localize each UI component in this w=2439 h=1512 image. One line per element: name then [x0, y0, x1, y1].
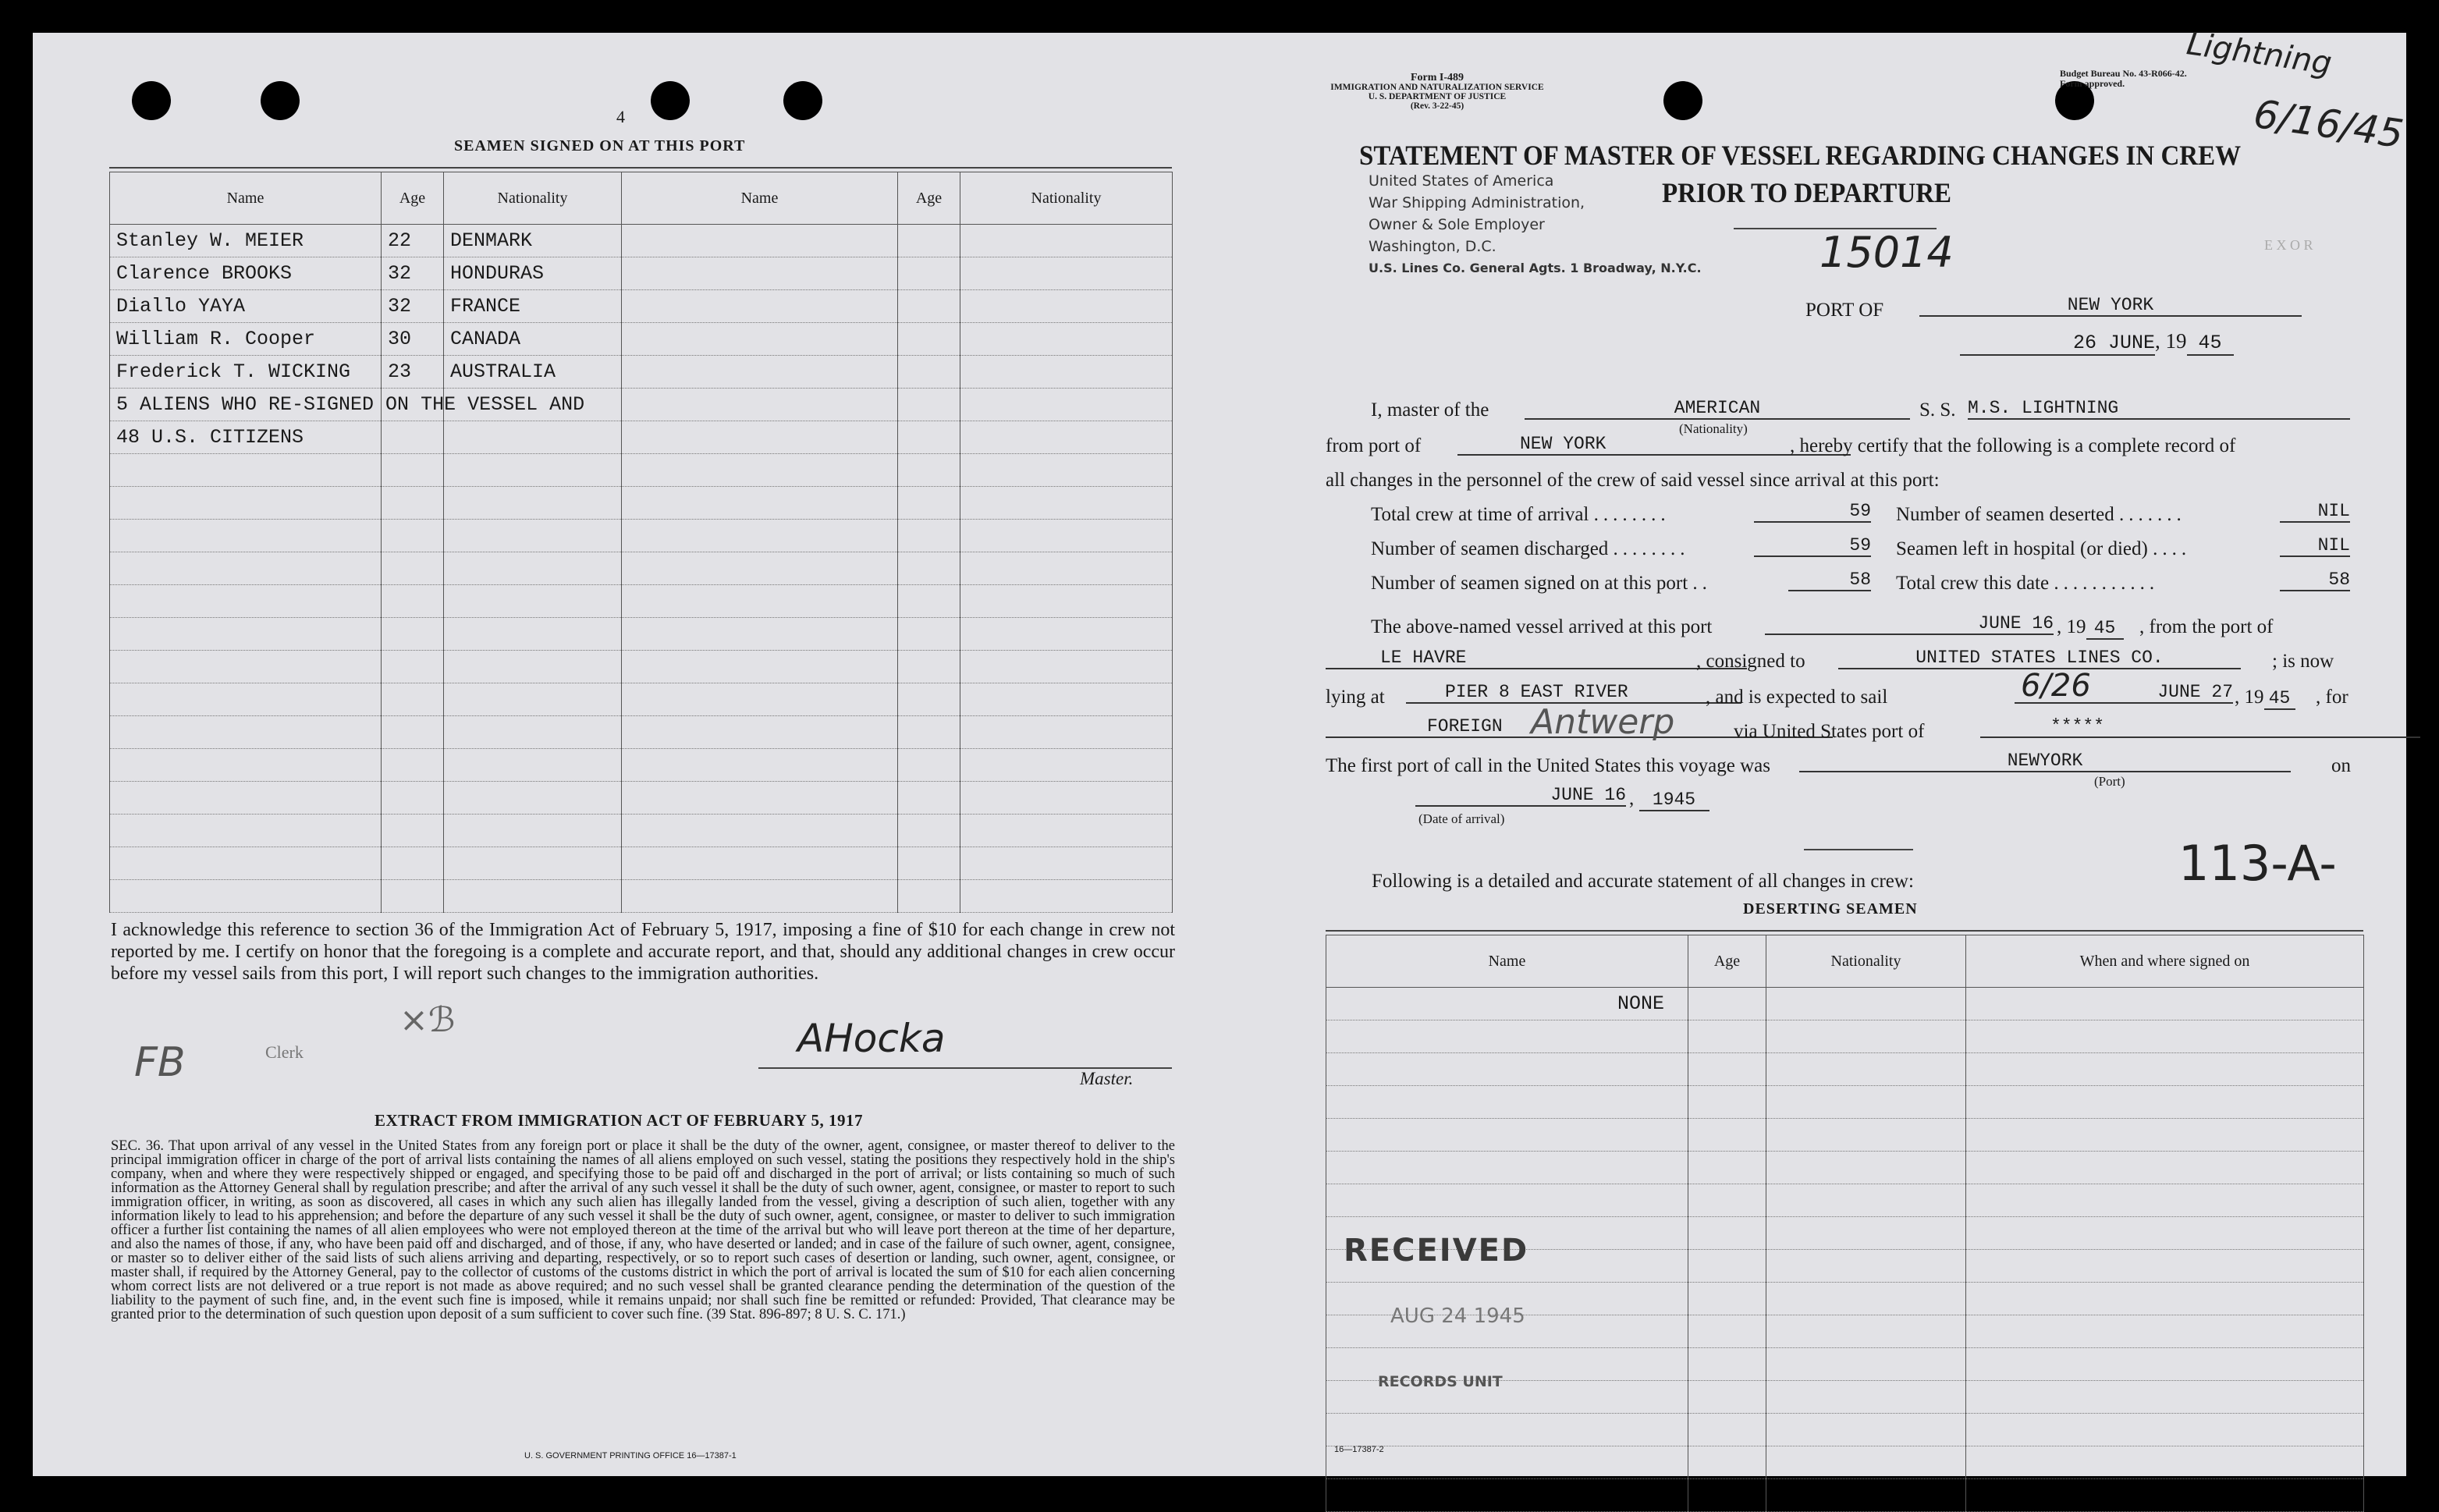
- pier: PIER 8 EAST RIVER: [1406, 682, 1741, 704]
- on-text: on: [2331, 755, 2351, 776]
- stat-label: Number of seamen signed on at this port: [1371, 573, 1688, 594]
- form-department: U. S. DEPARTMENT OF JUSTICE: [1368, 92, 1507, 101]
- stat-deserted: NIL: [2280, 501, 2350, 523]
- seaman-nationality: CANADA: [444, 323, 622, 356]
- rule: [109, 167, 1172, 169]
- master-label: Master.: [1080, 1069, 1134, 1088]
- first-port-year: , 1945: [1629, 788, 1709, 811]
- seamen-signed-table: [109, 172, 1173, 913]
- destination: FOREIGN: [1326, 716, 1833, 738]
- handwritten-date: 6/16/45: [2250, 91, 2406, 158]
- table-row: [110, 323, 1173, 356]
- handwritten-number: 15014: [1819, 228, 1954, 277]
- records-unit: RECORDS UNIT: [1378, 1373, 1503, 1390]
- owner-stamp-line: U.S. Lines Co. General Agts. 1 Broadway, N.Y.C.: [1369, 261, 1702, 275]
- column-header: Name: [110, 172, 382, 225]
- seaman-age: 30: [382, 323, 444, 356]
- document-sheet: [33, 26, 2406, 1476]
- rule: [1326, 930, 2363, 932]
- seaman-nationality: AUSTRALIA: [444, 356, 622, 389]
- consigned-text: , consigned to: [1696, 651, 1805, 672]
- seaman-name: Clarence BROOKS: [110, 257, 382, 290]
- stat-signed-on: 58: [1788, 570, 1871, 591]
- column-header: Nationality: [444, 172, 622, 225]
- stat-discharged-label: Number of seamen discharged ........: [1371, 538, 1690, 559]
- column-header: Nationality: [960, 172, 1173, 225]
- seaman-age: 22: [382, 225, 444, 257]
- first-port-date: JUNE 16: [1415, 785, 1626, 807]
- form-agency: IMMIGRATION AND NATURALIZATION SERVICE: [1330, 83, 1544, 92]
- table-row: [110, 257, 1173, 290]
- via-text: via United States port of: [1734, 721, 1925, 742]
- first-port-text: The first port of call in the United States this voyage was: [1326, 755, 1771, 776]
- owner-stamp-line: War Shipping Administration,: [1369, 194, 1585, 211]
- sail-year: , 19 45: [2235, 687, 2295, 710]
- rule: [1804, 849, 1913, 850]
- page-number: 4: [616, 107, 625, 126]
- punch-hole: [132, 81, 171, 120]
- date-line: 26 JUNE, 19 45: [1960, 329, 2234, 356]
- stat-label: Number of seamen deserted: [1896, 504, 2114, 525]
- via-value: *****: [1980, 716, 2420, 738]
- seaman-name: William R. Cooper: [110, 323, 382, 356]
- nationality-value: AMERICAN: [1525, 398, 1910, 420]
- table-header-row: [1326, 935, 2364, 988]
- vessel-value: M.S. LIGHTNING: [1968, 398, 2350, 420]
- handwritten-vessel: Lightning: [2184, 26, 2334, 82]
- column-header: Name: [1326, 935, 1688, 988]
- handwritten-code: 113-A-: [2178, 835, 2337, 892]
- sail-year-value: 45: [2264, 688, 2295, 710]
- stat-signed-on-label: Number of seamen signed on at this port ..: [1371, 573, 1712, 594]
- seaman-name: Stanley W. MEIER: [110, 225, 382, 257]
- stat-deserted-label: Number of seamen deserted .......: [1896, 504, 2186, 525]
- seaman-nationality: DENMARK: [444, 225, 622, 257]
- date-day-month: 26 JUNE: [1960, 332, 2155, 356]
- arrived-year: , 19 45: [2057, 616, 2124, 640]
- stat-label: Number of seamen discharged: [1371, 538, 1609, 559]
- owner-stamp-line: Washington, D.C.: [1369, 238, 1496, 255]
- stat-label: Seamen left in hospital (or died): [1896, 538, 2148, 559]
- arrived-date: JUNE 16: [1765, 613, 2054, 635]
- stat-total-crew-arrival-label: Total crew at time of arrival ........: [1371, 504, 1670, 525]
- stat-hospital-label: Seamen left in hospital (or died) ....: [1896, 538, 2192, 559]
- date-year: 45: [2187, 332, 2234, 356]
- expected-text: , and is expected to sail: [1706, 687, 1888, 708]
- table-row: [1326, 988, 2364, 1020]
- port-caption: (Port): [2094, 774, 2125, 789]
- punch-hole: [651, 81, 690, 120]
- table-header-row: [110, 172, 1173, 225]
- column-header: Nationality: [1766, 935, 1966, 988]
- seaman-age: 32: [382, 257, 444, 290]
- certify-text-2: all changes in the personnel of the crew of said vessel since arrival at this port:: [1326, 470, 1940, 491]
- column-header: Name: [622, 172, 898, 225]
- from-port-value: NEW YORK: [1457, 434, 1851, 456]
- budget-bureau: Budget Bureau No. 43-R066-42.: [2060, 68, 2187, 79]
- nationality-caption: (Nationality): [1679, 421, 1748, 436]
- arrived-text: The above-named vessel arrived at this port: [1371, 616, 1713, 637]
- budget-notice: [2060, 69, 2187, 89]
- owner-stamp-line: Owner & Sole Employer: [1369, 216, 1545, 233]
- first-port-value: NEWYORK: [1799, 751, 2291, 772]
- clerk-label: Clerk: [265, 1042, 304, 1062]
- arrived-year-value: 45: [2086, 618, 2124, 640]
- table-row: [110, 225, 1173, 257]
- seaman-name: Frederick T. WICKING: [110, 356, 382, 389]
- seaman-name: 48 U.S. CITIZENS: [110, 421, 382, 454]
- column-header: Age: [382, 172, 444, 225]
- port-value: NEW YORK: [1919, 295, 2302, 317]
- lying-at-text: lying at: [1326, 687, 1385, 708]
- seaman-nationality: FRANCE: [444, 290, 622, 323]
- table-row: [110, 421, 1173, 454]
- is-now-text: ; is now: [2272, 651, 2334, 672]
- form-number: Form I-489: [1410, 72, 1464, 83]
- form-title-2: PRIOR TO DEPARTURE: [1662, 178, 1952, 209]
- master-of-the: I, master of the: [1371, 399, 1489, 421]
- following-text: Following is a detailed and accurate statement of all changes in crew:: [1372, 871, 1914, 892]
- stat-label: Total crew this date: [1896, 573, 2050, 594]
- column-header: Age: [1688, 935, 1766, 988]
- seaman-nationality: HONDURAS: [444, 257, 622, 290]
- extract-text: SEC. 36. That upon arrival of any vessel in the United States from any foreign port or place it shall be the duty of the owner, agent, consignee, or master thereof to deliver to the principal immigration officer in charge of the port of arrival lists containing the names of all aliens employed on such vessel, stating the positions they respectively hold in the ship's company, when and where they were respectively shipped or engaged, and specifying those to be paid off and discharged in the port of arrival; or lists containing so much of such information as the Attorney General shall by regulation prescribe; and after the arrival of any such vessel it shall be the duty of such owner, agent, consignee, or master to report to such immigration officer, in writing, as soon as discovered, all cases in which any such alien has illegally landed from the vessel, giving a description of such alien, together with any information likely to lead to his apprehension; and before the departure of any such vessel it shall be the duty of such owner, agent, consignee, or master to deliver to such immigration officer a further list containing the names of all alien employees who were not employed thereon at the time of the arrival but who will leave port thereon at the time of her departure, and also the names of those, if any, who have been paid off and discharged, and of those, if any, who have deserted or landed; and in case of the failure of such owner, agent, consignee, or master so to deliver either of the said lists of such aliens arriving and departing, respectively, or so to report such cases of desertion or landing, such owner, agent, consignee, or master shall, if required by the Attorney General, pay to the collector of customs of the customs district in which the port of arrival is located the sum of $10 for each alien concerning whom correct lists are not delivered or a true report is not made as above required; and no such vessel shall be granted clearance pending the determination of the question of the liability to the payment of such fine, and, in the event such fine is imposed, while it remains unpaid; nor shall such fine be remitted or refunded: Provided, That clearance may be granted prior to the determination of such question upon deposit of a sum sufficient to cover such fine. (39 Stat. 896-897; 8 U. S. C. 171.): [111, 1138, 1175, 1322]
- first-port-year-value: 1945: [1639, 790, 1709, 811]
- stat-total-crew-arrival: 59: [1754, 501, 1871, 523]
- seaman-name: 5 ALIENS WHO RE-SIGNED ON THE VESSEL AND: [110, 389, 382, 421]
- deserting-seamen-table: [1326, 935, 2364, 1512]
- for-text: , for: [2316, 687, 2348, 708]
- sail-date: JUNE 27: [2015, 682, 2233, 704]
- form-header: [1266, 73, 1609, 111]
- seaman-age: 32: [382, 290, 444, 323]
- stat-hospital: NIL: [2280, 535, 2350, 557]
- destination-hand: Antwerp: [1531, 702, 1675, 742]
- master-signature: AHocka: [797, 1016, 946, 1061]
- seaman-age: 23: [382, 356, 444, 389]
- table-row: [110, 389, 1173, 421]
- deserting-title: DESERTING SEAMEN: [1743, 900, 1918, 917]
- ss-label: S. S.: [1919, 399, 1956, 421]
- from-port-of-text: , from the port of: [2139, 616, 2274, 637]
- sail-hand-date: 6/26: [2021, 668, 2091, 704]
- punch-hole: [783, 81, 822, 120]
- form-revision: (Rev. 3-22-45): [1410, 101, 1464, 111]
- acknowledgement-text: I acknowledge this reference to section 36 of the Immigration Act of February 5, 1917, imposing a fine of $10 for each change in crew not reported by me. I certify on honor that the foregoing is a complete and accurate report, and that, should any additional changes in crew occur before my vessel sails from this port, I will report such changes to the immigration authorities.: [111, 920, 1175, 984]
- table-row: [110, 290, 1173, 323]
- owner-stamp-line: United States of America: [1369, 172, 1554, 190]
- stat-label: Total crew at time of arrival: [1371, 504, 1589, 525]
- table-row: [110, 356, 1173, 389]
- owner-stamp: [1369, 170, 1702, 279]
- printer-footer: U. S. GOVERNMENT PRINTING OFFICE 16—17387-1: [524, 1451, 737, 1461]
- seaman-name: Diallo YAYA: [110, 290, 382, 323]
- form-approved: Form approved.: [2060, 78, 2125, 89]
- stat-discharged: 59: [1754, 535, 1871, 557]
- column-header: Age: [898, 172, 960, 225]
- clerk-scribble: ×ℬ: [399, 1000, 456, 1040]
- date-year-prefix: 19: [2165, 329, 2187, 353]
- faint-stamp: E X O R: [2264, 237, 2313, 253]
- from-port-label: from port of: [1326, 435, 1422, 456]
- clerk-initials: FB: [134, 1039, 186, 1086]
- port-label: PORT OF: [1805, 300, 1884, 321]
- received-stamp: RECEIVED: [1344, 1233, 1529, 1269]
- origin-port: LE HAVRE: [1326, 648, 1747, 669]
- received-date: AUG 24 1945: [1390, 1304, 1525, 1328]
- deserting-entry: NONE: [1326, 988, 1688, 1020]
- consignee: UNITED STATES LINES CO.: [1838, 648, 2241, 669]
- certify-text: , hereby certify that the following is a complete record of: [1790, 435, 2236, 456]
- punch-hole: [261, 81, 300, 120]
- stat-total-crew-date-label: Total crew this date ...........: [1896, 573, 2160, 594]
- date-arrival-caption: (Date of arrival): [1418, 811, 1505, 826]
- printer-footer: 16—17387-2: [1334, 1445, 1384, 1454]
- punch-hole: [1663, 81, 1702, 120]
- extract-title: EXTRACT FROM IMMIGRATION ACT OF FEBRUARY 5, 1917: [375, 1111, 864, 1130]
- column-header: When and where signed on: [1966, 935, 2364, 988]
- section-title: SEAMEN SIGNED ON AT THIS PORT: [454, 137, 746, 154]
- stat-total-crew-date: 58: [2280, 570, 2350, 591]
- form-title: STATEMENT OF MASTER OF VESSEL REGARDING CHANGES IN CREW: [1359, 140, 2242, 172]
